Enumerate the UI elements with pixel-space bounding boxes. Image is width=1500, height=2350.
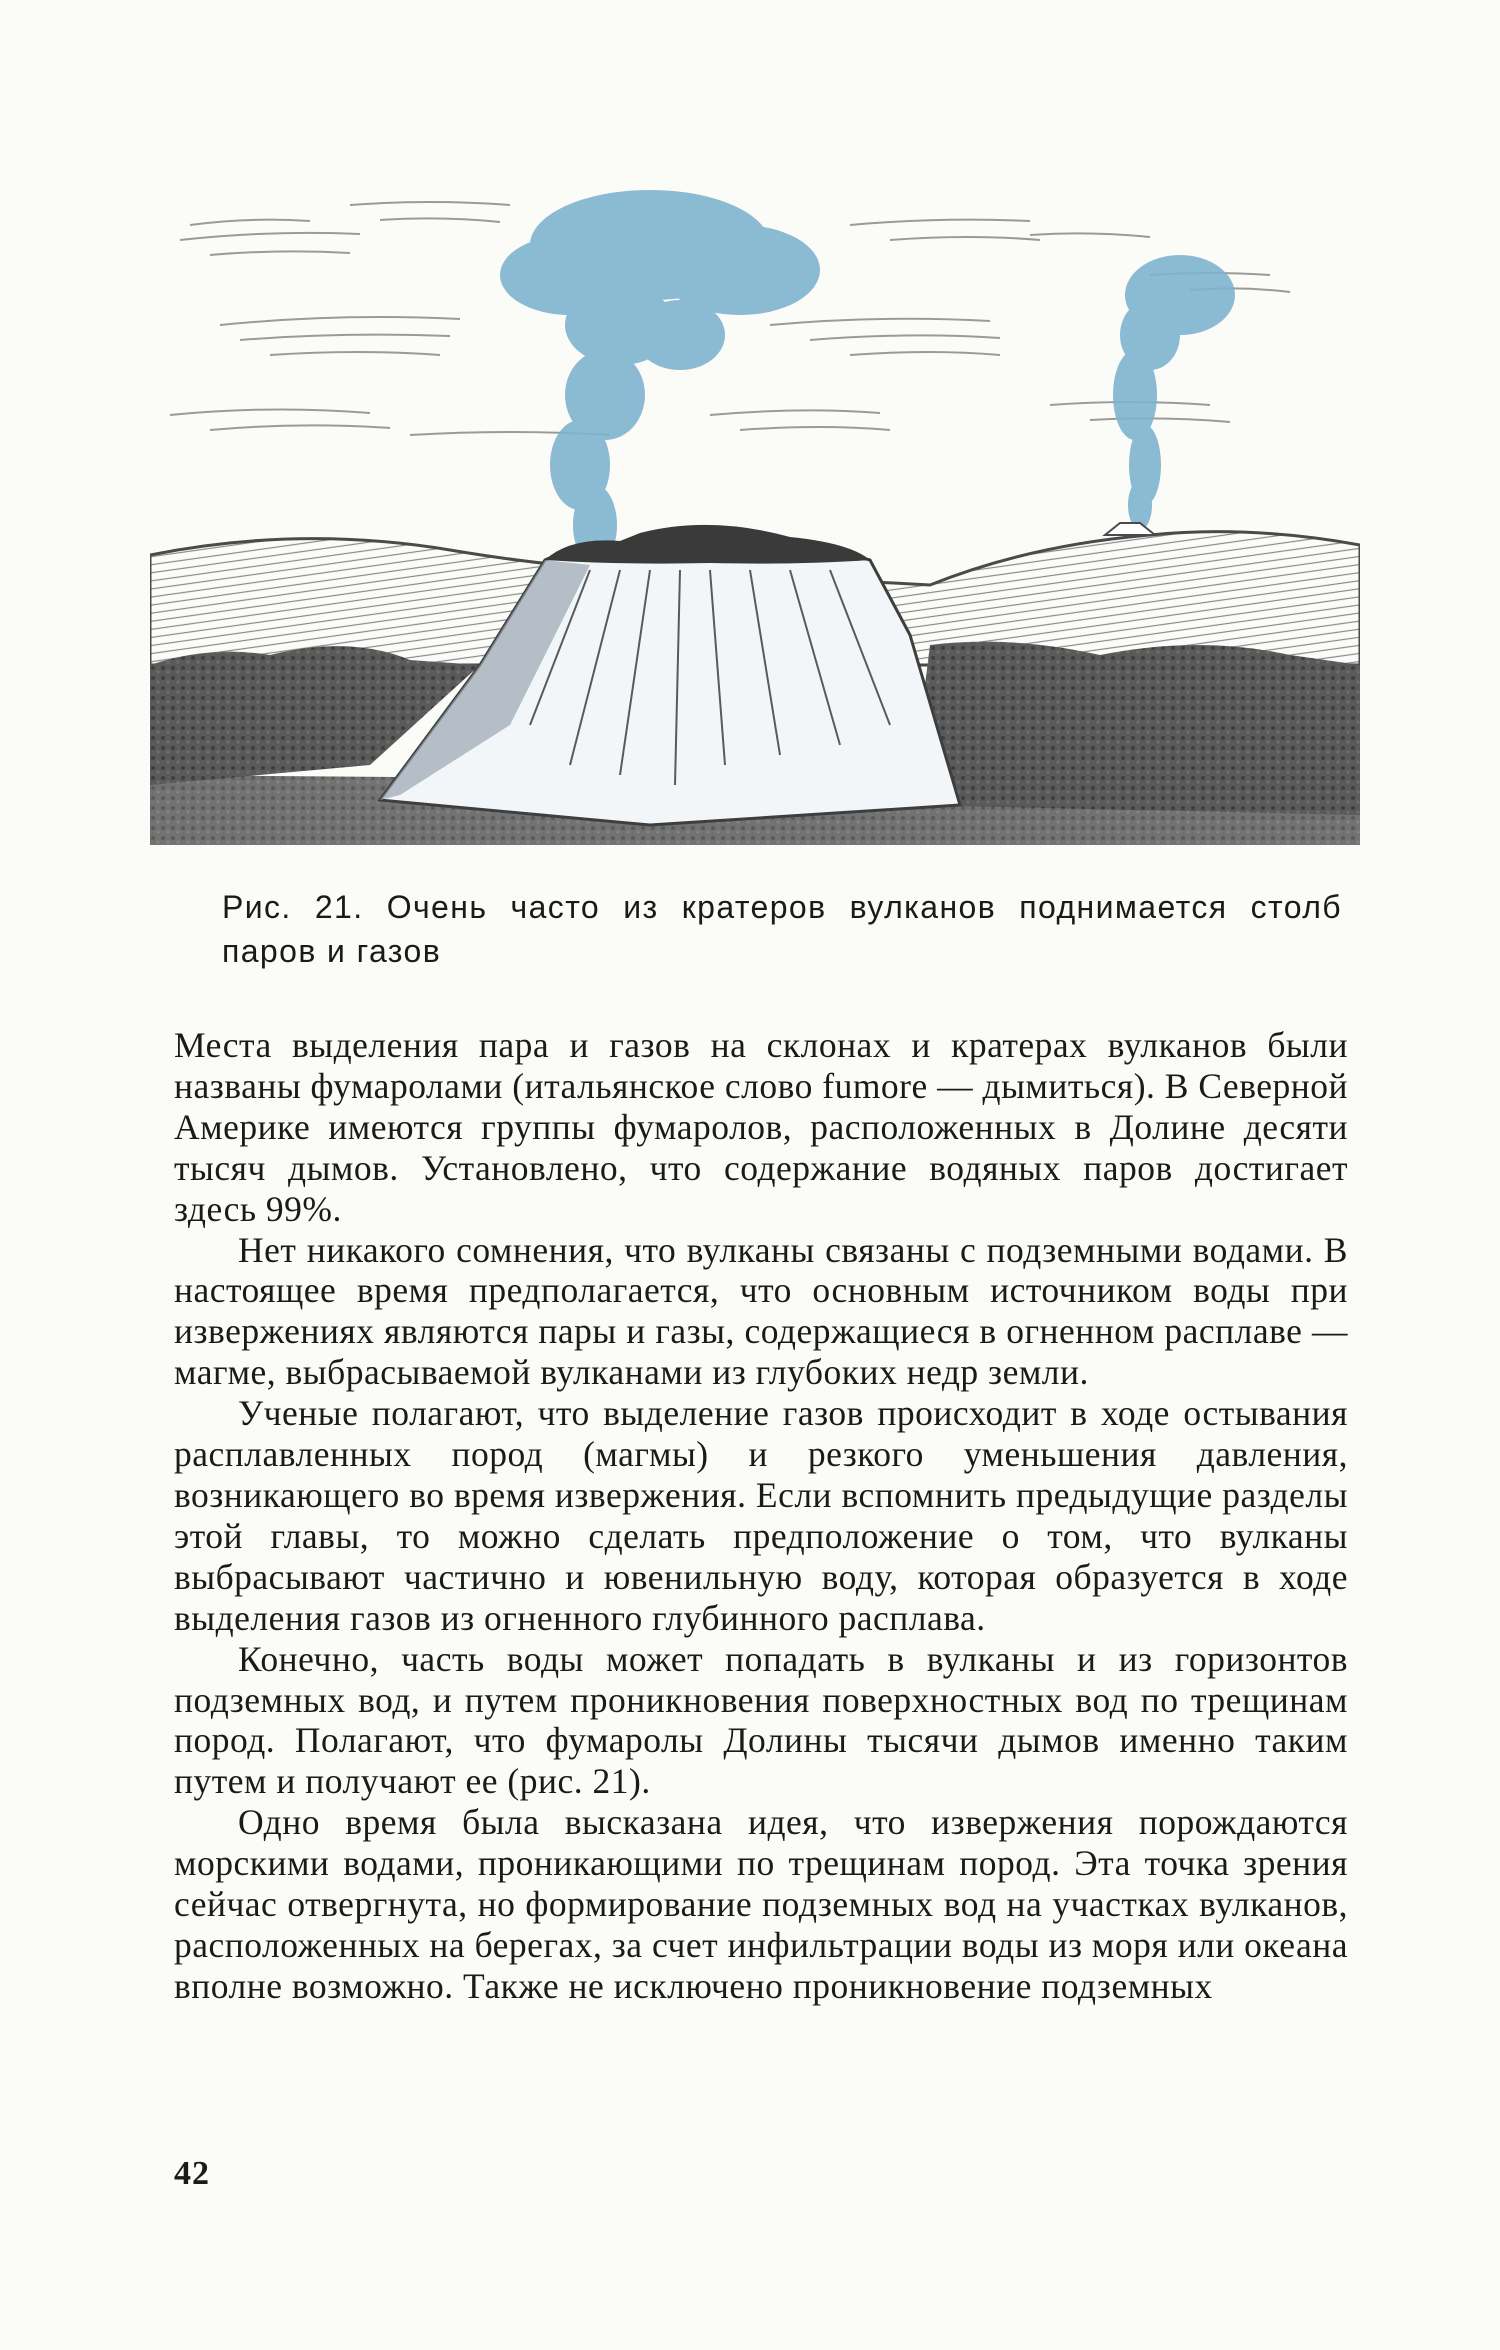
page-number: 42 [174,2155,210,2192]
distant-vent [1105,523,1155,535]
small-steam-plume [1113,255,1235,530]
figure-caption: Рис. 21. Очень часто из кратеров вулканов поднимается столб паров и газов [222,889,1342,969]
paragraph: Конечно, часть воды может попадать в вулканы и из горизонтов подземных вод, и путем проникновения поверхностных вод по трещинам пород. Полагают, что фумаролы Долины тысячи дымов именно таким путем и получают ее (рис. 21). [174,1638,1348,1802]
volcano-figure [150,165,1360,845]
paragraph: Одно время была высказана идея, что извержения порождаются морскими водами, проникающими по трещинам пород. Эта точка зрения сейчас отвергнута, но формирование подземных вод на участках вулканов, расположенных на берегах, за счет инфильтрации воды из моря или океана вполне возможно. Также не исключено проникновение подземных [174,1802,1348,2006]
paragraph: Ученые полагают, что выделение газов происходит в ходе остывания расплавленных пород (магмы) и резкого уменьшения давления, возникающего во время извержения. Если вспомнить предыдущие разделы этой главы, то можно сделать предположение о том, что вулканы выбрасывают частично и ювенильную воду, которая образуется в ходе выделения газов из огненного глубинного расплава. [174,1393,1348,1638]
paragraph: Нет никакого сомнения, что вулканы связаны с подземными водами. В настоящее время предполагается, что основным источником воды при извержениях являются пары и газы, содержащиеся в огненном расплаве — магме, выбрасываемой вулканами из глубоких недр земли. [174,1229,1348,1393]
body-text [174,1025,1348,2007]
paragraph: Места выделения пара и газов на склонах и кратерах вулканов были названы фумаролами (итальянское слово fumore — дымиться). В Северной Америке имеются группы фумаролов, расположенных в Долине десяти тысяч дымов. Установлено, что содержание водяных паров достигает здесь 99%. [174,1025,1348,1229]
volcano-illustration [150,165,1360,845]
